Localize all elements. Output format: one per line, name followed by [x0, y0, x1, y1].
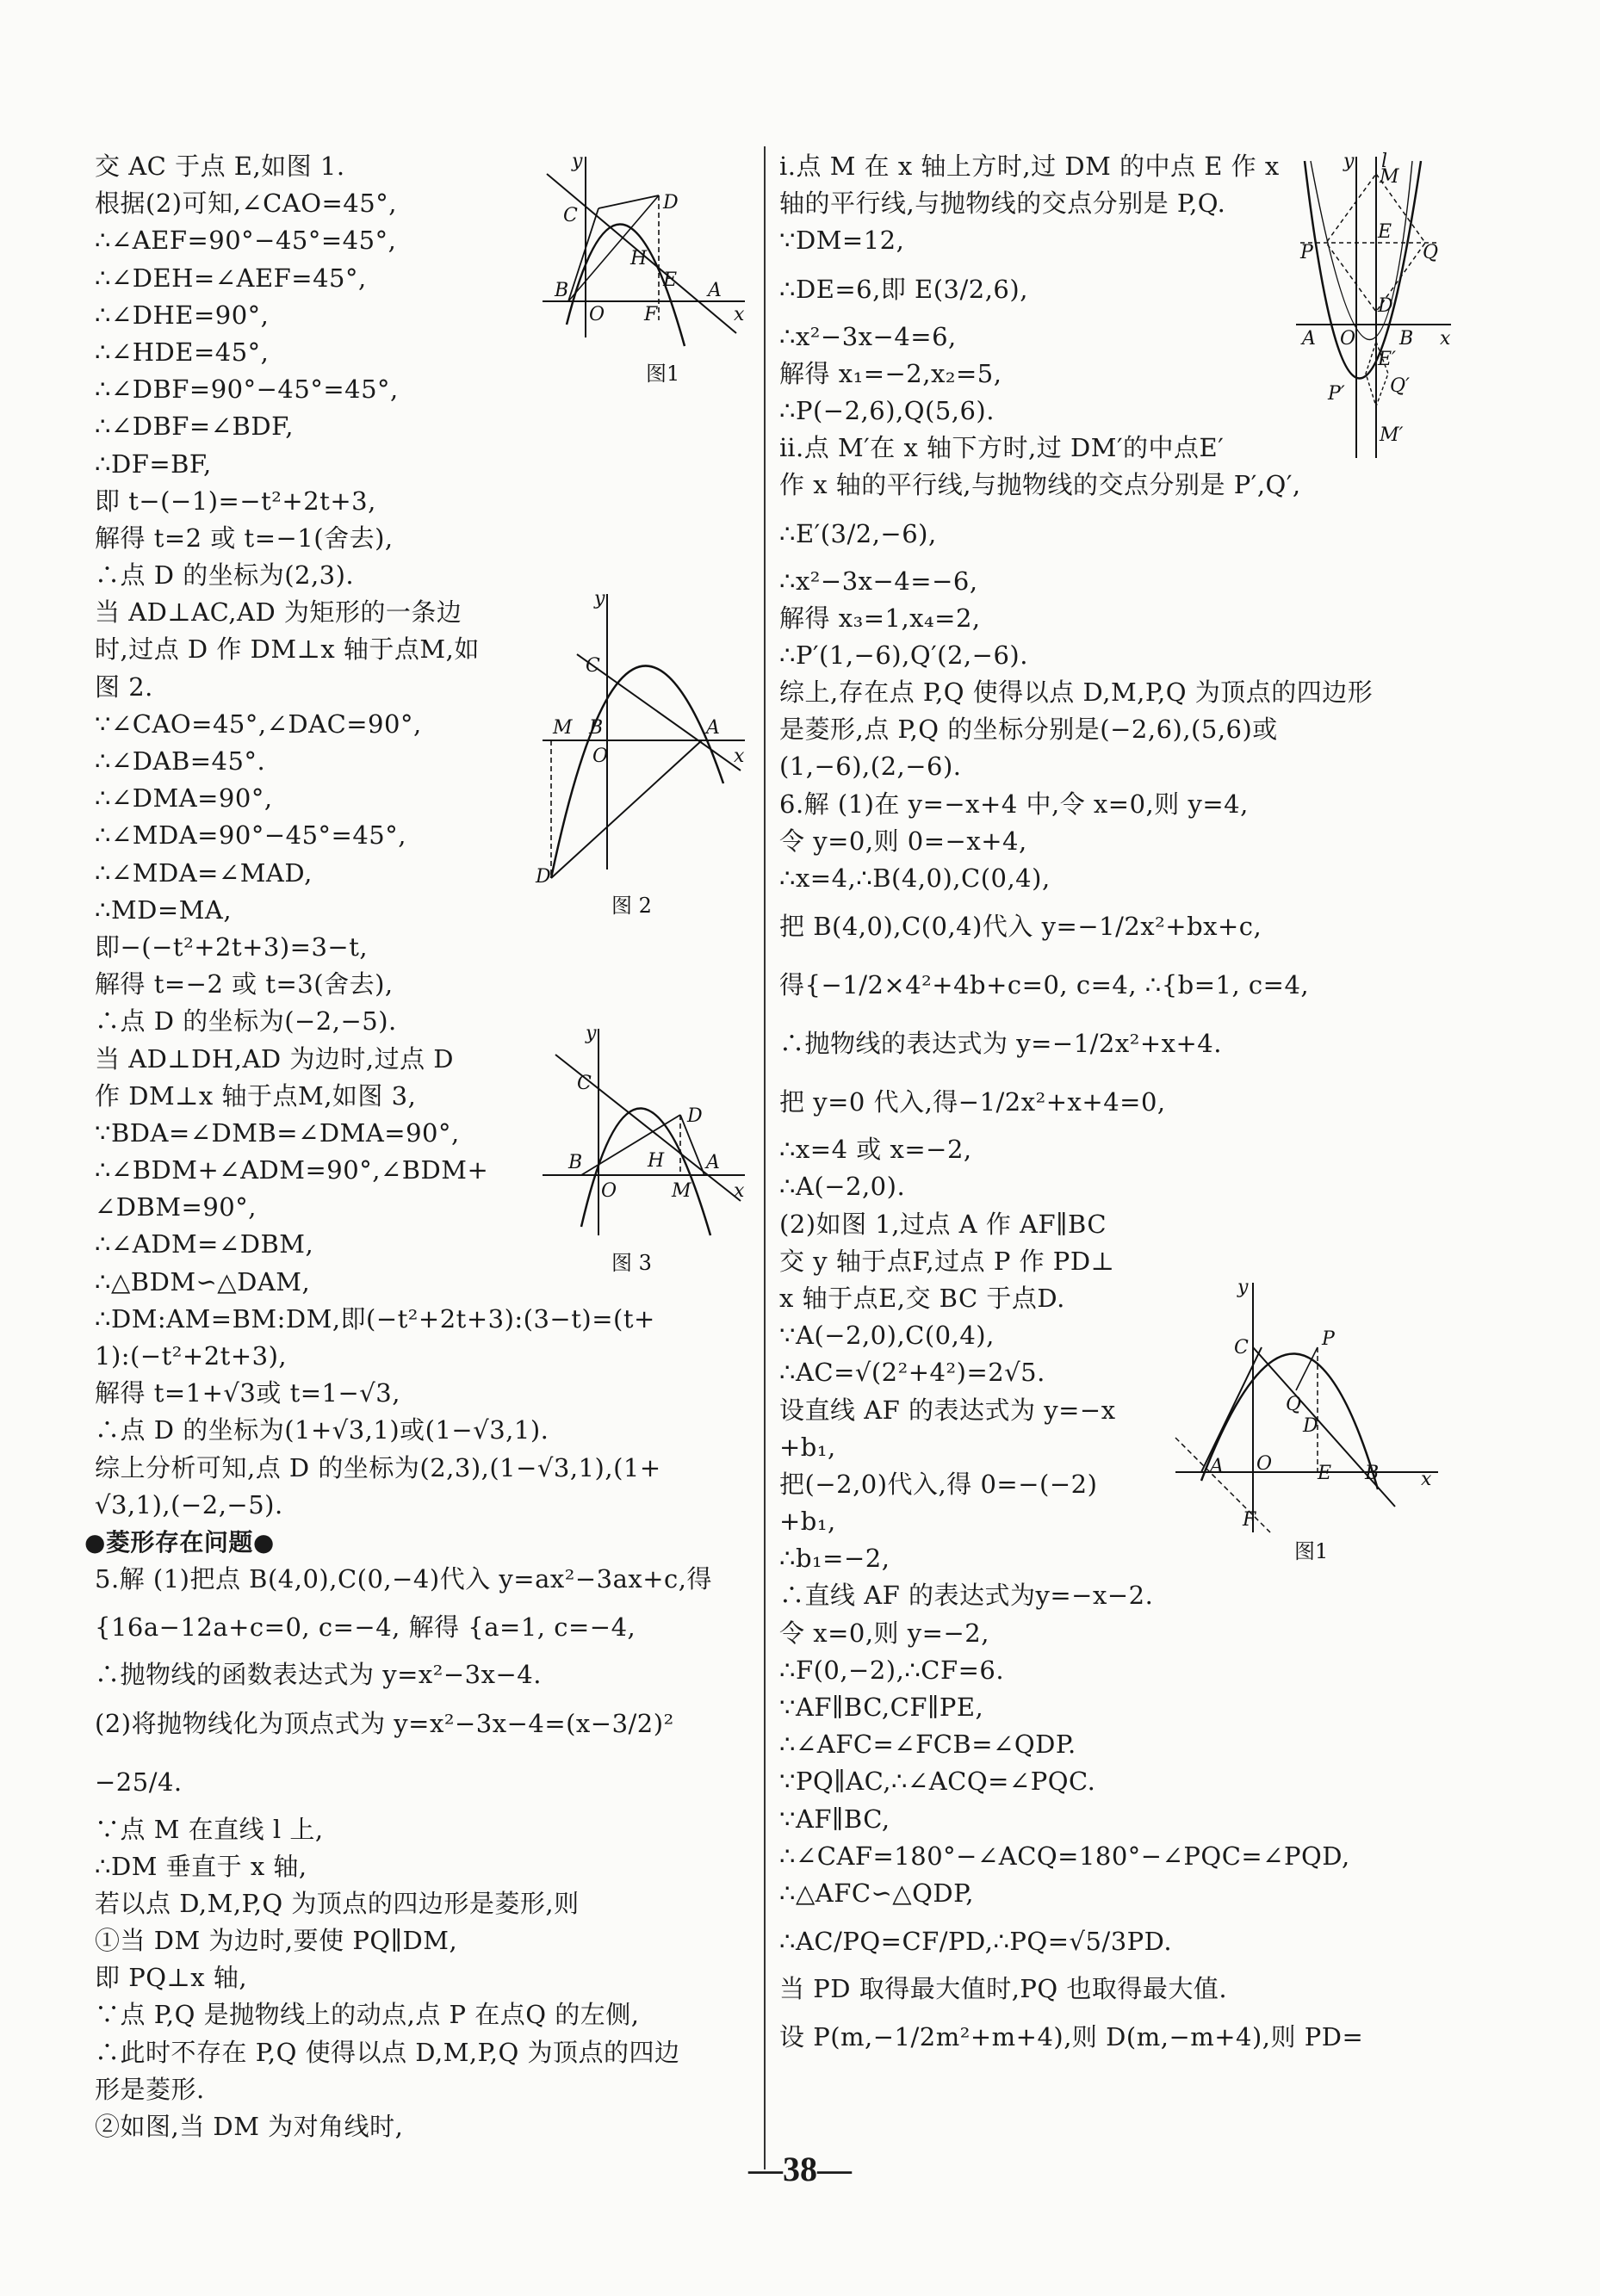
text-line: 当 AD⊥AC,AD 为矩形的一条边 [95, 597, 462, 628]
fig3-label: D [687, 1105, 703, 1127]
fig1-label: D [663, 192, 679, 214]
text-line: +b₁, [779, 1507, 836, 1537]
text-line: ∴x²−3x−4=6, [779, 321, 957, 351]
text-line: +b₁, [779, 1432, 836, 1462]
section-heading: ●菱形存在问题● [84, 1527, 275, 1556]
fig1r-label: A [1210, 1456, 1224, 1477]
fig1-label: E [663, 269, 678, 291]
fig1r-label: y [1237, 1277, 1249, 1298]
text-line: 轴的平行线,与抛物线的交点分别是 P,Q. [779, 189, 1226, 219]
text-line: 当 PD 取得最大值时,PQ 也取得最大值. [779, 1974, 1228, 2004]
text-line: 即−(−t²+2t+3)=3−t, [95, 931, 369, 962]
rhombus-label: Q [1423, 242, 1439, 263]
text-line: 综上分析可知,点 D 的坐标为(2,3),(1−√3,1),(1+ [95, 1452, 661, 1482]
text-line: ∴抛物线的表达式为 y=−1/2x²+x+4. [779, 1029, 1222, 1059]
text-line: 把 y=0 代入,得−1/2x²+x+4=0, [779, 1087, 1166, 1117]
text-line: ∵PQ∥AC,∴∠ACQ=∠PQC. [779, 1767, 1096, 1797]
text-line: ∴∠DHE=90°, [95, 300, 270, 330]
page-number: —38— [748, 2150, 852, 2188]
text-line: 综上,存在点 P,Q 使得以点 D,M,P,Q 为顶点的四边形 [779, 678, 1374, 708]
text-line: ∴DM:AM=BM:DM,即(−t²+2t+3):(3−t)=(t+ [95, 1303, 655, 1334]
text-line: ∴F(0,−2),∴CF=6. [779, 1655, 1005, 1685]
fig3-label: O [601, 1180, 617, 1202]
rhombus-label: M′ [1380, 424, 1404, 446]
text-line: ∴∠MDA=∠MAD, [95, 857, 313, 888]
text-line: 得{−1/2×4²+4b+c=0, c=4, ∴{b=1, c=4, [779, 970, 1310, 1000]
text-line: ∴DE=6,即 E(3/2,6), [779, 274, 1028, 304]
text-line: ∴MD=MA, [95, 894, 233, 925]
text-line: ∵点 M 在直线 l 上, [95, 1814, 324, 1844]
text-line: ∵DM=12, [779, 226, 905, 256]
text-line: 时,过点 D 作 DM⊥x 轴于点M,如 [95, 634, 480, 665]
text-line: ∠DBM=90°, [95, 1192, 257, 1222]
text-line: ∴点 D 的坐标为(−2,−5). [95, 1006, 397, 1037]
text-line: (2)如图 1,过点 A 作 AF∥BC [779, 1209, 1107, 1239]
text-line: ∵BDA=∠DMB=∠DMA=90°, [95, 1117, 460, 1148]
text-line: ∴b₁=−2, [779, 1544, 890, 1574]
text-line: 解得 t=1+√3或 t=1−√3, [95, 1378, 400, 1408]
text-line: ⅱ.点 M′在 x 轴下方时,过 DM′的中点E′ [779, 433, 1225, 463]
rhombus-label: x [1440, 328, 1451, 350]
text-line: 作 x 轴的平行线,与抛物线的交点分别是 P′,Q′, [779, 470, 1301, 500]
text-line: ∴DM 垂直于 x 轴, [95, 1851, 307, 1881]
text-line: ∴∠DEH=∠AEF=45°, [95, 263, 367, 293]
text-line: 1):(−t²+2t+3), [95, 1341, 288, 1371]
fig1r-label: F [1243, 1509, 1256, 1531]
text-line: 交 y 轴于点F,过点 P 作 PD⊥ [779, 1246, 1115, 1276]
text-line: ∴∠DMA=90°, [95, 783, 273, 814]
text-line: 6.解 (1)在 y=−x+4 中,令 x=0,则 y=4, [779, 789, 1249, 819]
text-line: 设 P(m,−1/2m²+m+4),则 D(m,−m+4),则 PD= [779, 2022, 1364, 2052]
rhombus-label: P [1300, 242, 1313, 263]
text-line: 即 t−(−1)=−t²+2t+3, [95, 486, 376, 516]
text-line: ∵AF∥BC,CF∥PE, [779, 1693, 984, 1722]
figure-rhombus-right [1292, 148, 1455, 467]
text-line: ∴x=4 或 x=−2, [779, 1135, 972, 1165]
text-line: ∴点 D 的坐标为(1+√3,1)或(1−√3,1). [95, 1415, 549, 1445]
fig1r-label: Q [1286, 1394, 1302, 1415]
rhombus-label: E [1378, 221, 1392, 243]
text-line: ∴x²−3x−4=−6, [779, 566, 978, 596]
fig1-label: A [708, 280, 722, 301]
rhombus-label: D [1378, 295, 1393, 317]
text-line: ∴△BDM∽△DAM, [95, 1266, 311, 1297]
text-line: ∴∠BDM+∠ADM=90°,∠BDM+ [95, 1155, 489, 1185]
fig1-label: y [572, 151, 583, 172]
text-line: ∴∠CAF=180°−∠ACQ=180°−∠PQC=∠PQD, [779, 1841, 1350, 1871]
text-line: 把 B(4,0),C(0,4)代入 y=−1/2x²+bx+c, [779, 912, 1262, 942]
text-line: 令 x=0,则 y=−2, [779, 1618, 989, 1648]
text-line: 解得 t=2 或 t=−1(舍去), [95, 523, 394, 553]
fig3-label: A [706, 1152, 720, 1173]
rhombus-label: E′ [1378, 349, 1397, 370]
fig1-label: F [644, 304, 658, 325]
text-line: 作 DM⊥x 轴于点M,如图 3, [95, 1080, 417, 1111]
text-line: 解得 t=−2 或 t=3(舍去), [95, 969, 394, 999]
fig3-label: M [672, 1180, 691, 1202]
text-line: 解得 x₁=−2,x₂=5, [779, 358, 1002, 388]
text-line: √3,1),(−2,−5). [95, 1489, 283, 1519]
text-line: ∴∠MDA=90°−45°=45°, [95, 820, 406, 851]
fig1r-label: D [1303, 1415, 1318, 1437]
text-line: 图 2. [95, 671, 153, 702]
text-line: (1,−6),(2,−6). [779, 752, 962, 782]
text-line: ∴AC=√(2²+4²)=2√5. [779, 1358, 1045, 1388]
text-line: ∴∠DAB=45°. [95, 746, 266, 776]
fig3-label: H [648, 1150, 665, 1172]
text-line: ∴直线 AF 的表达式为y=−x−2. [779, 1581, 1154, 1611]
fig1r-label: P [1322, 1328, 1335, 1350]
text-line: ∴P(−2,6),Q(5,6). [779, 395, 995, 425]
fig3-caption: 图 3 [611, 1251, 652, 1275]
text-line: ∴AC/PQ=CF/PD,∴PQ=√5/3PD. [779, 1927, 1173, 1957]
text-line: ∵点 P,Q 是抛物线上的动点,点 P 在点Q 的左侧, [95, 2000, 640, 2030]
fig3-label: y [586, 1023, 597, 1044]
fig2-label: x [734, 746, 745, 767]
figure-1-left [534, 148, 749, 398]
fig2-label: M [553, 717, 573, 739]
text-line: 若以点 D,M,P,Q 为顶点的四边形是菱形,则 [95, 1888, 580, 1918]
text-line: ∵AF∥BC, [779, 1804, 890, 1834]
fig1-label: B [555, 280, 569, 301]
text-line: 5.解 (1)把点 B(4,0),C(0,−4)代入 y=ax²−3ax+c,得 [95, 1564, 713, 1594]
fig2-label: A [706, 717, 720, 739]
fig1r-caption: 图1 [1294, 1539, 1329, 1563]
text-line: 当 AD⊥DH,AD 为边时,过点 D [95, 1043, 455, 1074]
rhombus-label: P′ [1328, 383, 1345, 405]
text-line: ∴△AFC∽△QDP, [779, 1878, 974, 1908]
figure-3-left [534, 1020, 749, 1278]
rhombus-label: A [1302, 328, 1316, 350]
fig1-caption: 图1 [646, 362, 680, 386]
fig3-label: C [577, 1073, 592, 1094]
text-line: ②如图,当 DM 为对角线时, [95, 2112, 404, 2141]
text-line: ∴点 D 的坐标为(2,3). [95, 560, 355, 591]
fig1r-label: x [1421, 1469, 1432, 1490]
text-line: 把(−2,0)代入,得 0=−(−2) [779, 1469, 1098, 1499]
text-line: ∴x=4,∴B(4,0),C(0,4), [779, 863, 1051, 893]
text-line: 交 AC 于点 E,如图 1. [95, 152, 345, 181]
text-line: ∴∠HDE=45°, [95, 337, 270, 367]
text-line: ∴P′(1,−6),Q′(2,−6). [779, 640, 1028, 670]
fig3-label: B [568, 1152, 583, 1173]
text-line: ∴A(−2,0). [779, 1172, 906, 1202]
text-line: (2)将抛物线化为顶点式为 y=x²−3x−4=(x−3/2)² [95, 1708, 674, 1738]
text-line: ∴∠DBF=90°−45°=45°, [95, 374, 399, 405]
fig2-label: y [594, 588, 605, 610]
text-line: ∴∠DBF=∠BDF, [95, 412, 294, 442]
text-line: 设直线 AF 的表达式为 y=−x [779, 1395, 1116, 1425]
fig1-label: C [563, 205, 578, 226]
rhombus-label: l [1381, 151, 1388, 172]
text-line: ∴此时不存在 P,Q 使得以点 D,M,P,Q 为顶点的四边 [95, 2037, 680, 2067]
fig2-label: C [586, 655, 600, 677]
text-line: 形是菱形. [95, 2074, 205, 2104]
text-line: 是菱形,点 P,Q 的坐标分别是(−2,6),(5,6)或 [779, 715, 1278, 745]
column-divider [764, 146, 766, 2169]
fig3-label: x [734, 1180, 745, 1202]
fig1r-label: C [1234, 1337, 1249, 1358]
text-line: ∵∠CAO=45°,∠DAC=90°, [95, 709, 422, 739]
fig1r-label: E [1318, 1463, 1332, 1484]
text-line: −25/4. [95, 1767, 183, 1797]
text-line: ⅰ.点 M 在 x 轴上方时,过 DM 的中点 E 作 x [779, 152, 1280, 181]
text-line: ∵A(−2,0),C(0,4), [779, 1321, 995, 1351]
fig1-label: H [630, 248, 648, 269]
fig2-label: O [592, 746, 609, 767]
fig2-label: D [536, 866, 551, 888]
fig2-label: B [589, 717, 604, 739]
fig2-caption: 图 2 [611, 894, 652, 918]
text-line: {16a−12a+c=0, c=−4, 解得 {a=1, c=−4, [95, 1612, 636, 1643]
rhombus-label: B [1399, 328, 1414, 350]
figure-2-left [534, 585, 749, 964]
text-line: 根据(2)可知,∠CAO=45°, [95, 189, 397, 219]
text-line: ∴∠AFC=∠FCB=∠QDP. [779, 1730, 1076, 1760]
fig1r-label: B [1365, 1463, 1380, 1484]
text-line: x 轴于点E,交 BC 于点D. [779, 1283, 1065, 1313]
text-line: ∴∠AEF=90°−45°=45°, [95, 226, 397, 256]
text-line: ∴∠ADM=∠DBM, [95, 1229, 314, 1259]
fig1r-label: O [1256, 1453, 1273, 1475]
text-line: ∴E′(3/2,−6), [779, 518, 937, 548]
text-line: ①当 DM 为边时,要使 PQ∥DM, [95, 1926, 458, 1956]
rhombus-label: y [1343, 151, 1355, 172]
rhombus-label: Q′ [1390, 375, 1411, 397]
text-line: 解得 x₃=1,x₄=2, [779, 603, 981, 633]
fig1-label: O [589, 304, 605, 325]
text-line: 令 y=0,则 0=−x+4, [779, 826, 1027, 856]
rhombus-label: O [1340, 328, 1356, 350]
text-line: ∴DF=BF, [95, 449, 212, 479]
text-line: ∴抛物线的函数表达式为 y=x²−3x−4. [95, 1660, 542, 1690]
fig1-label: x [734, 304, 745, 325]
figure-1-right [1167, 1274, 1442, 1567]
text-line: 即 PQ⊥x 轴, [95, 1963, 248, 1993]
rhombus-label: M [1380, 166, 1399, 188]
